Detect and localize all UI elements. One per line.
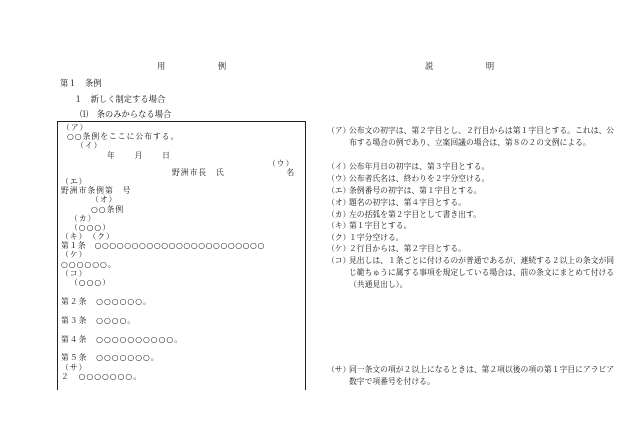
ordinance-title: ○○条例 (91, 205, 125, 214)
subsection-heading: ⑴ 条のみからなる場合 (80, 109, 172, 119)
article-5: 第５条 ○○○○○○○。 (61, 353, 160, 362)
explanation-key: （オ） (327, 198, 351, 207)
explanation-heading: 説 明 (425, 61, 507, 71)
label-ko: （コ） (61, 269, 88, 278)
explanation-text: 題名の初字は、第４字目とする。 (349, 198, 466, 207)
label-a: （ア） (62, 123, 89, 132)
explanation-key: （コ） (327, 256, 351, 265)
explanation-key: （ク） (327, 233, 351, 242)
explanation-key: （ウ） (327, 174, 351, 183)
explanation-key: （イ） (327, 162, 351, 171)
section-heading: １ 新しく制定する場合 (74, 94, 166, 104)
usage-examples-heading: 用 例 (157, 61, 239, 71)
explanation-key: （キ） (327, 221, 351, 230)
explanation-key: （ア） (327, 126, 351, 135)
date-line: 年 月 日 (107, 151, 176, 160)
article-3: 第３条 ○○○○。 (61, 316, 137, 325)
article-1: 第１条 ○○○○○○○○○○○○○○○○○○○○○○○ (61, 241, 265, 250)
ordinance-number: 野洲市条例第 号 (61, 186, 132, 195)
article-4: 第４条 ○○○○○○○○○○。 (61, 335, 184, 344)
explanation-text: 条例番号の初字は、第１字目とする。 (349, 186, 482, 195)
explanation-key: （ケ） (327, 244, 351, 253)
label-e: （エ） (61, 177, 88, 186)
label-sa: （サ） (61, 363, 88, 372)
explanation-text: 第１字目とする。 (349, 221, 412, 230)
explanation-key: （エ） (327, 186, 351, 195)
explanation-key: （カ） (327, 210, 351, 219)
caption-placeholder: （○○○） (70, 223, 112, 232)
article-2: 第２条 ○○○○○○。 (61, 297, 152, 306)
explanation-text: 公布文の初字は、第２字目とし、２行目からは第１字目とする。これは、公布する場合の例であり、立案回議の場合は、第８の２の文例による。 (349, 126, 615, 147)
article-1-continuation: ○○○○○○。 (61, 260, 117, 269)
explanation-key: （サ） (327, 365, 351, 374)
explanation-text: 左の括弧を第２字目として書き出す。 (349, 210, 481, 219)
explanation-text: 公布者氏名は、終わりを２字分空ける。 (349, 174, 490, 183)
label-u: （ウ） (268, 159, 295, 168)
explanation-text: 見出しは、１条ごとに付けるのが普通であるが、連続する２以上の条文が同じ範ちゅうに属する事項を規定している場合は、前の条文にまとめて付ける（共通見出し）。 (349, 256, 615, 289)
article-heading: 第１ 条例 (60, 78, 102, 88)
paragraph-2: ２ ○○○○○○○。 (61, 372, 143, 381)
explanation-text: ２行目からは、第２字目とする。 (349, 244, 466, 253)
label-ka: （カ） (70, 214, 97, 223)
label-o: （オ） (91, 195, 118, 204)
label-ke: （ケ） (61, 250, 88, 259)
explanation-text: １字分空ける。 (349, 233, 404, 242)
explanation-text: 同一条文の項が２以上になるときは、第２項以後の項の第１字目にアラビア数字で項番号を付ける。 (349, 365, 615, 386)
promulgation-text: ○○条例をここに公布する。 (67, 132, 180, 141)
caption-2: （○○○） (70, 278, 112, 287)
explanation-text: 公布年月日の初字は、第３字目とする。 (349, 162, 490, 171)
label-i: （イ） (76, 141, 103, 150)
label-ki-ku: （キ） （ク） (61, 232, 115, 241)
mayor-line: 野洲市長 氏 名 (172, 168, 296, 177)
